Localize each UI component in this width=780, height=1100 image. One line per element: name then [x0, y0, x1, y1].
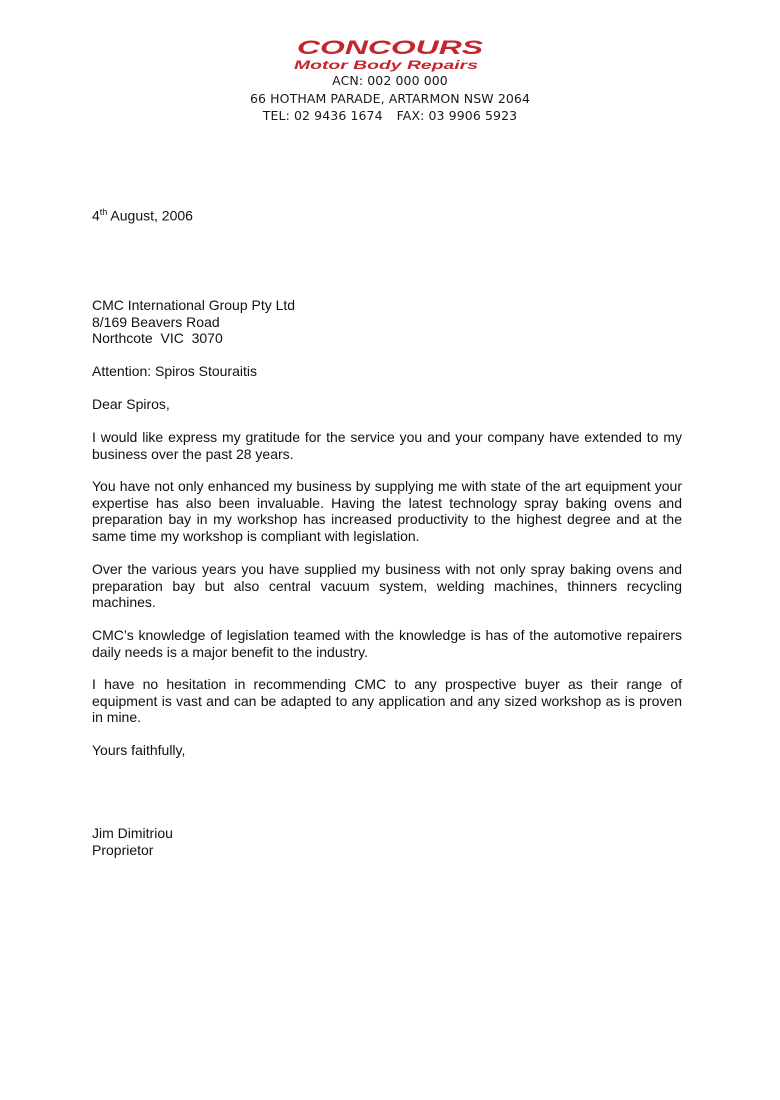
date-rest: August, 2006 [107, 207, 193, 224]
concours-logo [290, 38, 490, 72]
body-paragraph: I would like express my gratitude for the service you and your company have extended to my business over the past 28 years. [92, 429, 682, 462]
letterhead [0, 38, 780, 125]
company-tel: TEL: 02 9436 1674 [262, 108, 383, 123]
body-paragraph: You have not only enhanced my business by supplying me with state of the art equipment your expertise has also been invaluable. Having the latest technology spray baking ovens and preparation bay in my workshop has increased productivity to the highest degree and at the same time my workshop is compliant with legislation. [92, 478, 682, 544]
attention-line: Attention: Spiros Stouraitis [92, 363, 257, 379]
letter-date [92, 207, 193, 224]
recipient-suburb: Northcote VIC 3070 [92, 330, 223, 346]
company-acn: ACN: 002 000 000 [332, 73, 448, 88]
company-address: 66 HOTHAM PARADE, ARTARMON NSW 2064 [249, 90, 531, 106]
body-paragraph: CMC’s knowledge of legislation teamed with the knowledge is has of the automotive repairers daily needs is a major benefit to the industry. [92, 627, 682, 660]
date-day: 4 [92, 207, 100, 224]
signature-block [92, 825, 173, 858]
salutation: Dear Spiros, [92, 396, 170, 412]
recipient-company: CMC International Group Pty Ltd [92, 297, 296, 313]
recipient-street: 8/169 Beavers Road [92, 313, 220, 330]
logo-brand: CONCOURS [297, 38, 484, 59]
signatory-title: Proprietor [92, 841, 154, 858]
date-suffix: th [99, 207, 108, 217]
recipient-address [92, 297, 295, 347]
signatory-name: Jim Dimitriou [92, 825, 173, 841]
body-paragraph: Over the various years you have supplied my business with not only spray baking ovens and preparation bay but also central vacuum system, welding machines, thinners recycling machines. [92, 561, 682, 610]
closing: Yours faithfully, [92, 742, 186, 758]
company-contact [0, 107, 780, 125]
company-fax: FAX: 03 9906 5923 [396, 108, 518, 123]
body-paragraph: I have no hesitation in recommending CMC to any prospective buyer as their range of equipment is vast and can be adapted to any application and any sized workshop as is proven in mine. [92, 676, 682, 725]
logo-tagline: Motor Body Repairs [294, 60, 478, 72]
